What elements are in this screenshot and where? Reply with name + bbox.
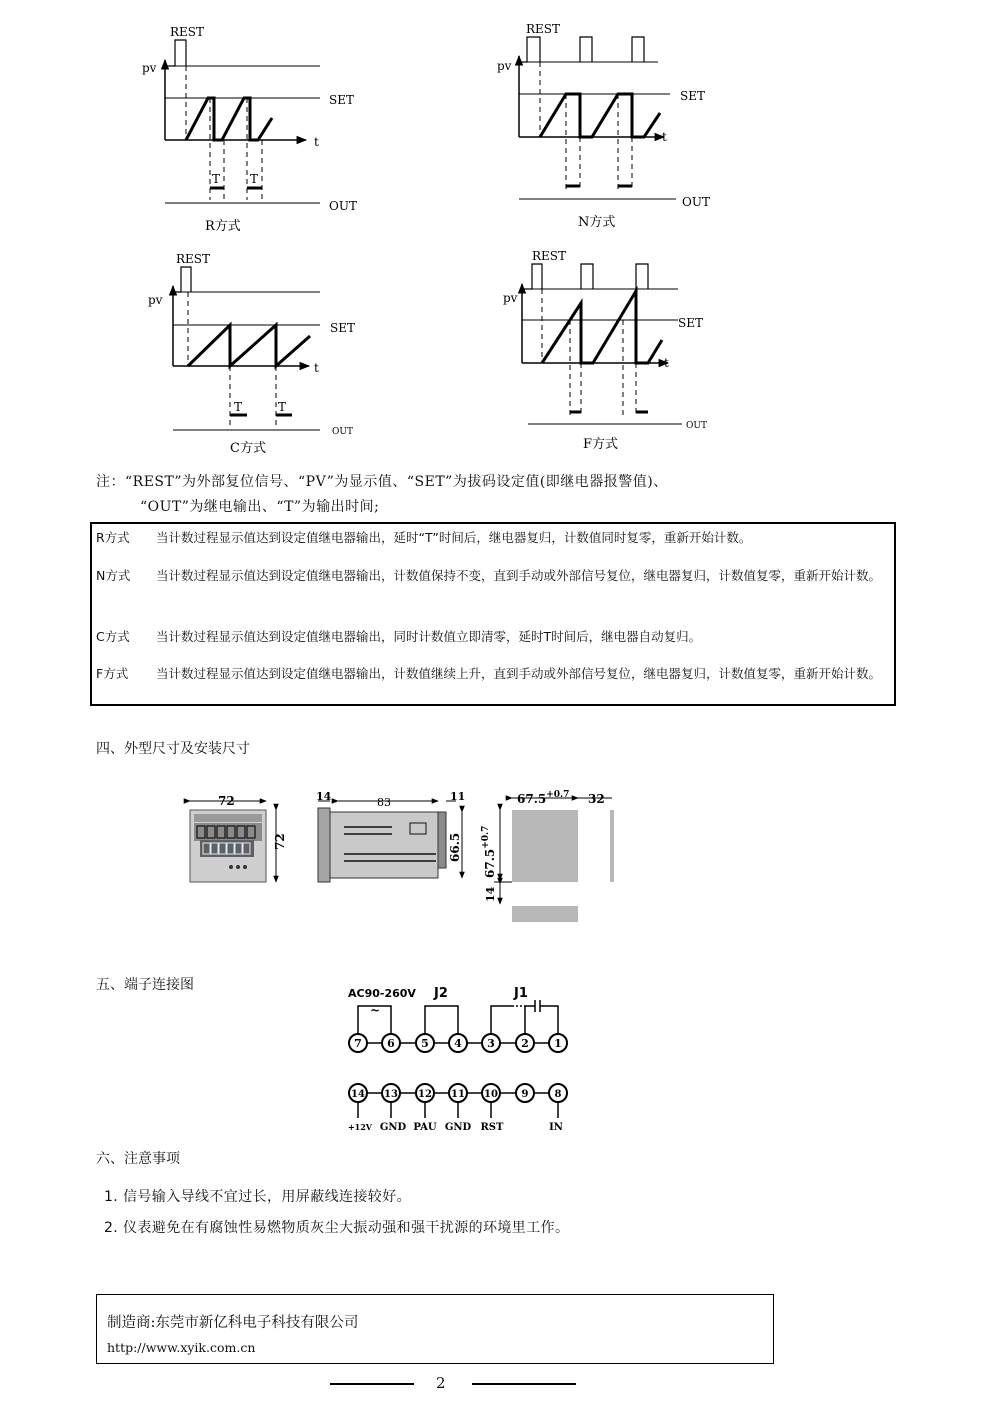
- c-pv-label: pv: [148, 293, 163, 307]
- section-6-title: 六、注意事项: [96, 1151, 180, 1167]
- n-t-label: t: [662, 130, 667, 144]
- side-11-label: 11: [450, 790, 466, 803]
- side-14-label: 14: [316, 790, 332, 803]
- cut-height-label: [481, 826, 497, 878]
- mode-name: F方式: [96, 666, 129, 681]
- mode-name: C方式: [96, 629, 130, 644]
- mode-name: N方式: [96, 568, 131, 583]
- legend-note-line2: “OUT”为继电输出、“T”为输出时间;: [140, 499, 380, 515]
- mode-desc: 当计数过程显示值达到设定值继电器输出，计数值继续上升，直到手动或外部信号复位，继电器复归，计数值复零，重新开始计数。: [156, 666, 882, 681]
- c-T1-label: T: [234, 400, 243, 414]
- cut-14-label: 14: [484, 886, 497, 902]
- terminal-11-label: 11: [451, 1089, 465, 1100]
- f-caption: F方式: [583, 437, 619, 452]
- f-set-label: SET: [678, 316, 703, 330]
- caution-item-2: 2. 仪表避免在有腐蚀性易燃物质灰尘大振动强和强干扰源的环境里工作。: [104, 1220, 570, 1236]
- terminal-14-label: 14: [351, 1089, 365, 1100]
- mode-desc: 当计数过程显示值达到设定值继电器输出，同时计数值立即清零，延时T时间后，继电器自动复归。: [156, 629, 702, 644]
- front-height-label: 72: [273, 833, 287, 850]
- manufacturer-url[interactable]: http://www.xyik.com.cn: [107, 1340, 256, 1355]
- mode-desc: 当计数过程显示值达到设定值继电器输出，延时“T”时间后，继电器复归，计数值同时复零，重新开始计数。: [156, 530, 752, 545]
- cut-32-label: 32: [588, 792, 605, 806]
- cut-width-value: 67.5: [517, 792, 547, 806]
- j2-label: J2: [434, 986, 448, 1001]
- terminal-12-label: 12: [418, 1089, 432, 1100]
- mode-desc: 当计数过程显示值达到设定值继电器输出，计数值保持不变，直到手动或外部信号复位，继电器复归，计数值复零，重新开始计数。: [156, 568, 882, 583]
- n-set-label: SET: [680, 89, 705, 103]
- side-view: [318, 801, 462, 882]
- terminal-7-label: 7: [354, 1037, 362, 1050]
- ac-symbol: ~: [370, 1003, 381, 1017]
- terminal-1-label: 1: [554, 1037, 562, 1050]
- waveform-f-mode: [522, 264, 682, 424]
- dimension-drawings: [0, 780, 993, 940]
- page-number: 2: [436, 1374, 446, 1392]
- mode-description-table: [90, 522, 896, 706]
- cut-height-tol: +0.7: [481, 825, 491, 849]
- terminal-wiring-diagram: [0, 980, 993, 1140]
- terminal-5-label: 5: [421, 1037, 429, 1050]
- signal-label-gnd1: GND: [379, 1122, 407, 1133]
- panel-cutout-view: [494, 798, 614, 922]
- c-set-label: SET: [330, 321, 355, 335]
- front-width-label: 72: [218, 794, 235, 808]
- terminal-13-label: 13: [384, 1089, 398, 1100]
- n-out-label: OUT: [682, 195, 710, 209]
- page-number-rule-right: [472, 1383, 576, 1385]
- terminal-3-label: 3: [487, 1037, 495, 1050]
- r-caption: R方式: [205, 219, 241, 234]
- manufacturer-box: [96, 1294, 774, 1364]
- legend-note-line1: 注：“REST”为外部复位信号、“PV”为显示值、“SET”为拔码设定值(即继电器报警值)、: [96, 474, 668, 490]
- page-number-rule-left: [330, 1383, 414, 1385]
- power-label: AC90-260V: [348, 987, 416, 1000]
- terminal-2-label: 2: [521, 1037, 529, 1050]
- r-out-label: OUT: [329, 199, 357, 213]
- cut-height-value: 67.5: [483, 848, 497, 878]
- cut-width-tol: +0.7: [546, 790, 570, 800]
- c-out-label: OUT: [332, 427, 353, 437]
- side-height-label: 66.5: [448, 832, 462, 862]
- front-panel-view: [190, 801, 276, 882]
- signal-label-gnd2: GND: [444, 1122, 472, 1133]
- c-t-label: t: [314, 361, 319, 375]
- manufacturer-name: 制造商:东莞市新亿科电子科技有限公司: [107, 1315, 359, 1331]
- f-t-label: t: [664, 356, 669, 370]
- waveform-c-mode: [173, 267, 320, 430]
- f-pv-label: pv: [503, 291, 518, 305]
- c-rest-label: REST: [176, 252, 211, 266]
- waveform-n-mode: [519, 37, 676, 199]
- terminal-8-label: 8: [554, 1089, 562, 1100]
- n-pv-label: pv: [497, 59, 512, 73]
- r-set-label: SET: [329, 93, 354, 107]
- mode-waveform-diagrams: [0, 0, 993, 470]
- n-caption: N方式: [578, 215, 616, 230]
- signal-label-rst: RST: [480, 1122, 504, 1133]
- c-T2-label: T: [278, 400, 287, 414]
- j1-label: J1: [514, 986, 528, 1001]
- mode-name: R方式: [96, 530, 130, 545]
- terminal-4-label: 4: [454, 1037, 462, 1050]
- signal-label-12v: +12V: [347, 1122, 373, 1132]
- r-rest-label: REST: [170, 25, 205, 39]
- signal-label-pau: PAU: [413, 1122, 437, 1133]
- f-rest-label: REST: [532, 249, 567, 263]
- n-rest-label: REST: [526, 22, 561, 36]
- section-5-title: 五、端子连接图: [96, 977, 194, 993]
- signal-label-in: IN: [549, 1122, 563, 1133]
- terminal-10-label: 10: [484, 1089, 498, 1100]
- terminal-6-label: 6: [387, 1037, 395, 1050]
- cut-width-label: [517, 790, 569, 806]
- caution-item-1: 1. 信号输入导线不宜过长，用屏蔽线连接较好。: [104, 1189, 412, 1205]
- r-T1-label: T: [212, 172, 221, 186]
- r-T2-label: T: [250, 172, 259, 186]
- waveform-r-mode: [165, 40, 320, 203]
- r-t-label: t: [314, 135, 319, 149]
- terminal-9-label: 9: [521, 1089, 529, 1100]
- section-4-title: 四、外型尺寸及安装尺寸: [96, 741, 250, 757]
- f-out-label: OUT: [686, 421, 707, 431]
- side-83-label: 83: [377, 796, 391, 809]
- c-caption: C方式: [230, 441, 266, 456]
- r-pv-label: pv: [142, 61, 157, 75]
